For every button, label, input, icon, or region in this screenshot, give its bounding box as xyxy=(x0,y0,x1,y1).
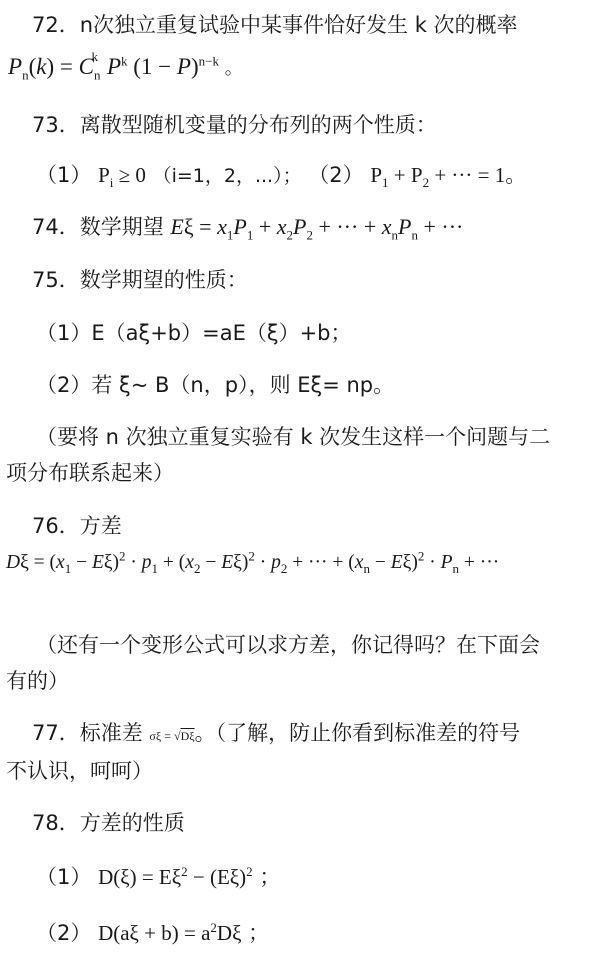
item-77-note-1: 。（了解，防止你看到标准差的符号 xyxy=(194,721,521,745)
item-78-p1-formula: $D(\xi) = E\xi^2 - (E\xi)^2$ xyxy=(98,864,253,889)
item-73-title-text: 73．离散型随机变量的分布列的两个性质： xyxy=(32,113,437,137)
item-74-formula: $E\xi = x_1P_1 + x_2P_2$ + ··· + $x_nP_n$ + ··· xyxy=(170,214,464,243)
item-73-p1-label: （1） xyxy=(36,163,92,187)
item-75-p2-text: （2）若 ξ~ B（n，p），则 Eξ= np。 xyxy=(36,373,395,397)
item-75-note-2 xyxy=(6,458,174,488)
item-76-note-2-text: 有的） xyxy=(6,669,69,693)
item-75-title xyxy=(32,265,248,295)
item-75-p1 xyxy=(36,318,352,348)
item-77-note-2-text: 不认识，呵呵） xyxy=(6,759,153,783)
item-73-p2-label: （2） xyxy=(308,163,364,187)
item-78-p1-label: （1） xyxy=(36,865,92,889)
item-78-p2-formula: $D(a\xi + b) = a^2D\xi$ xyxy=(98,920,242,945)
item-76-title xyxy=(32,511,122,541)
item-73-p1-formula: $P_i \ge 0$ xyxy=(98,163,146,191)
item-75-title-text: 75．数学期望的性质： xyxy=(32,268,248,292)
item-78-p1 xyxy=(36,862,280,892)
item-77-title: 77．标准差 xyxy=(32,721,143,745)
item-73-p2-end: 。 xyxy=(505,163,527,187)
item-77-note-2 xyxy=(6,756,153,786)
item-78-title-text: 78．方差的性质 xyxy=(32,811,185,835)
item-75-p2 xyxy=(36,370,394,400)
item-72-title xyxy=(32,10,518,40)
item-73-properties xyxy=(36,160,526,191)
item-76-note-1 xyxy=(36,630,540,660)
item-72-title-text: 72．n次独立重复试验中某事件恰好发生 k 次的概率 xyxy=(32,13,518,37)
item-76-formula: $D\xi = (x_1 - E\xi)^2 \cdot p_1 + (x_2 - E\xi)^2 \cdot p_2$ + ··· + $(x_n - E\xi)^2 \cdot P_n$ + ··· xyxy=(6,548,500,576)
item-78-title xyxy=(32,808,185,838)
item-74 xyxy=(32,212,463,242)
item-77 xyxy=(32,718,520,751)
item-73-p2-formula: $P_1 + P_2$ + ··· = 1 xyxy=(370,163,506,191)
item-72-end: 。 xyxy=(224,58,243,79)
item-76-note-1-text: （还有一个变形公式可以求方差，你记得吗？在下面会 xyxy=(36,633,540,657)
item-78-p2-label: （2） xyxy=(36,921,92,945)
item-75-note-2-text: 项分布联系起来） xyxy=(6,461,174,485)
item-76-note-2 xyxy=(6,666,69,696)
item-78-p2 xyxy=(36,918,269,948)
item-75-note-1-text: （要将 n 次独立重复实验有 k 次发生这样一个问题与二 xyxy=(36,425,551,449)
item-73-p1-cond: （i=1，2，...）； xyxy=(152,165,302,187)
item-73-title xyxy=(32,110,437,140)
item-72-formula: $P_n(k) = C_n^k$ $P^k$ $(1 - P)^{n-k}$ 。 xyxy=(8,49,243,83)
item-77-formula: σξ = √Dξ xyxy=(149,729,195,743)
item-78-p1-end: ； xyxy=(259,865,281,889)
item-76-title-text: 76．方差 xyxy=(32,514,122,538)
item-75-p1-text: （1）E（aξ+b）=aE（ξ）+b； xyxy=(36,321,352,345)
item-75-note-1 xyxy=(36,422,550,452)
item-74-title: 74．数学期望 xyxy=(32,215,164,239)
item-78-p2-end: ； xyxy=(248,921,270,945)
